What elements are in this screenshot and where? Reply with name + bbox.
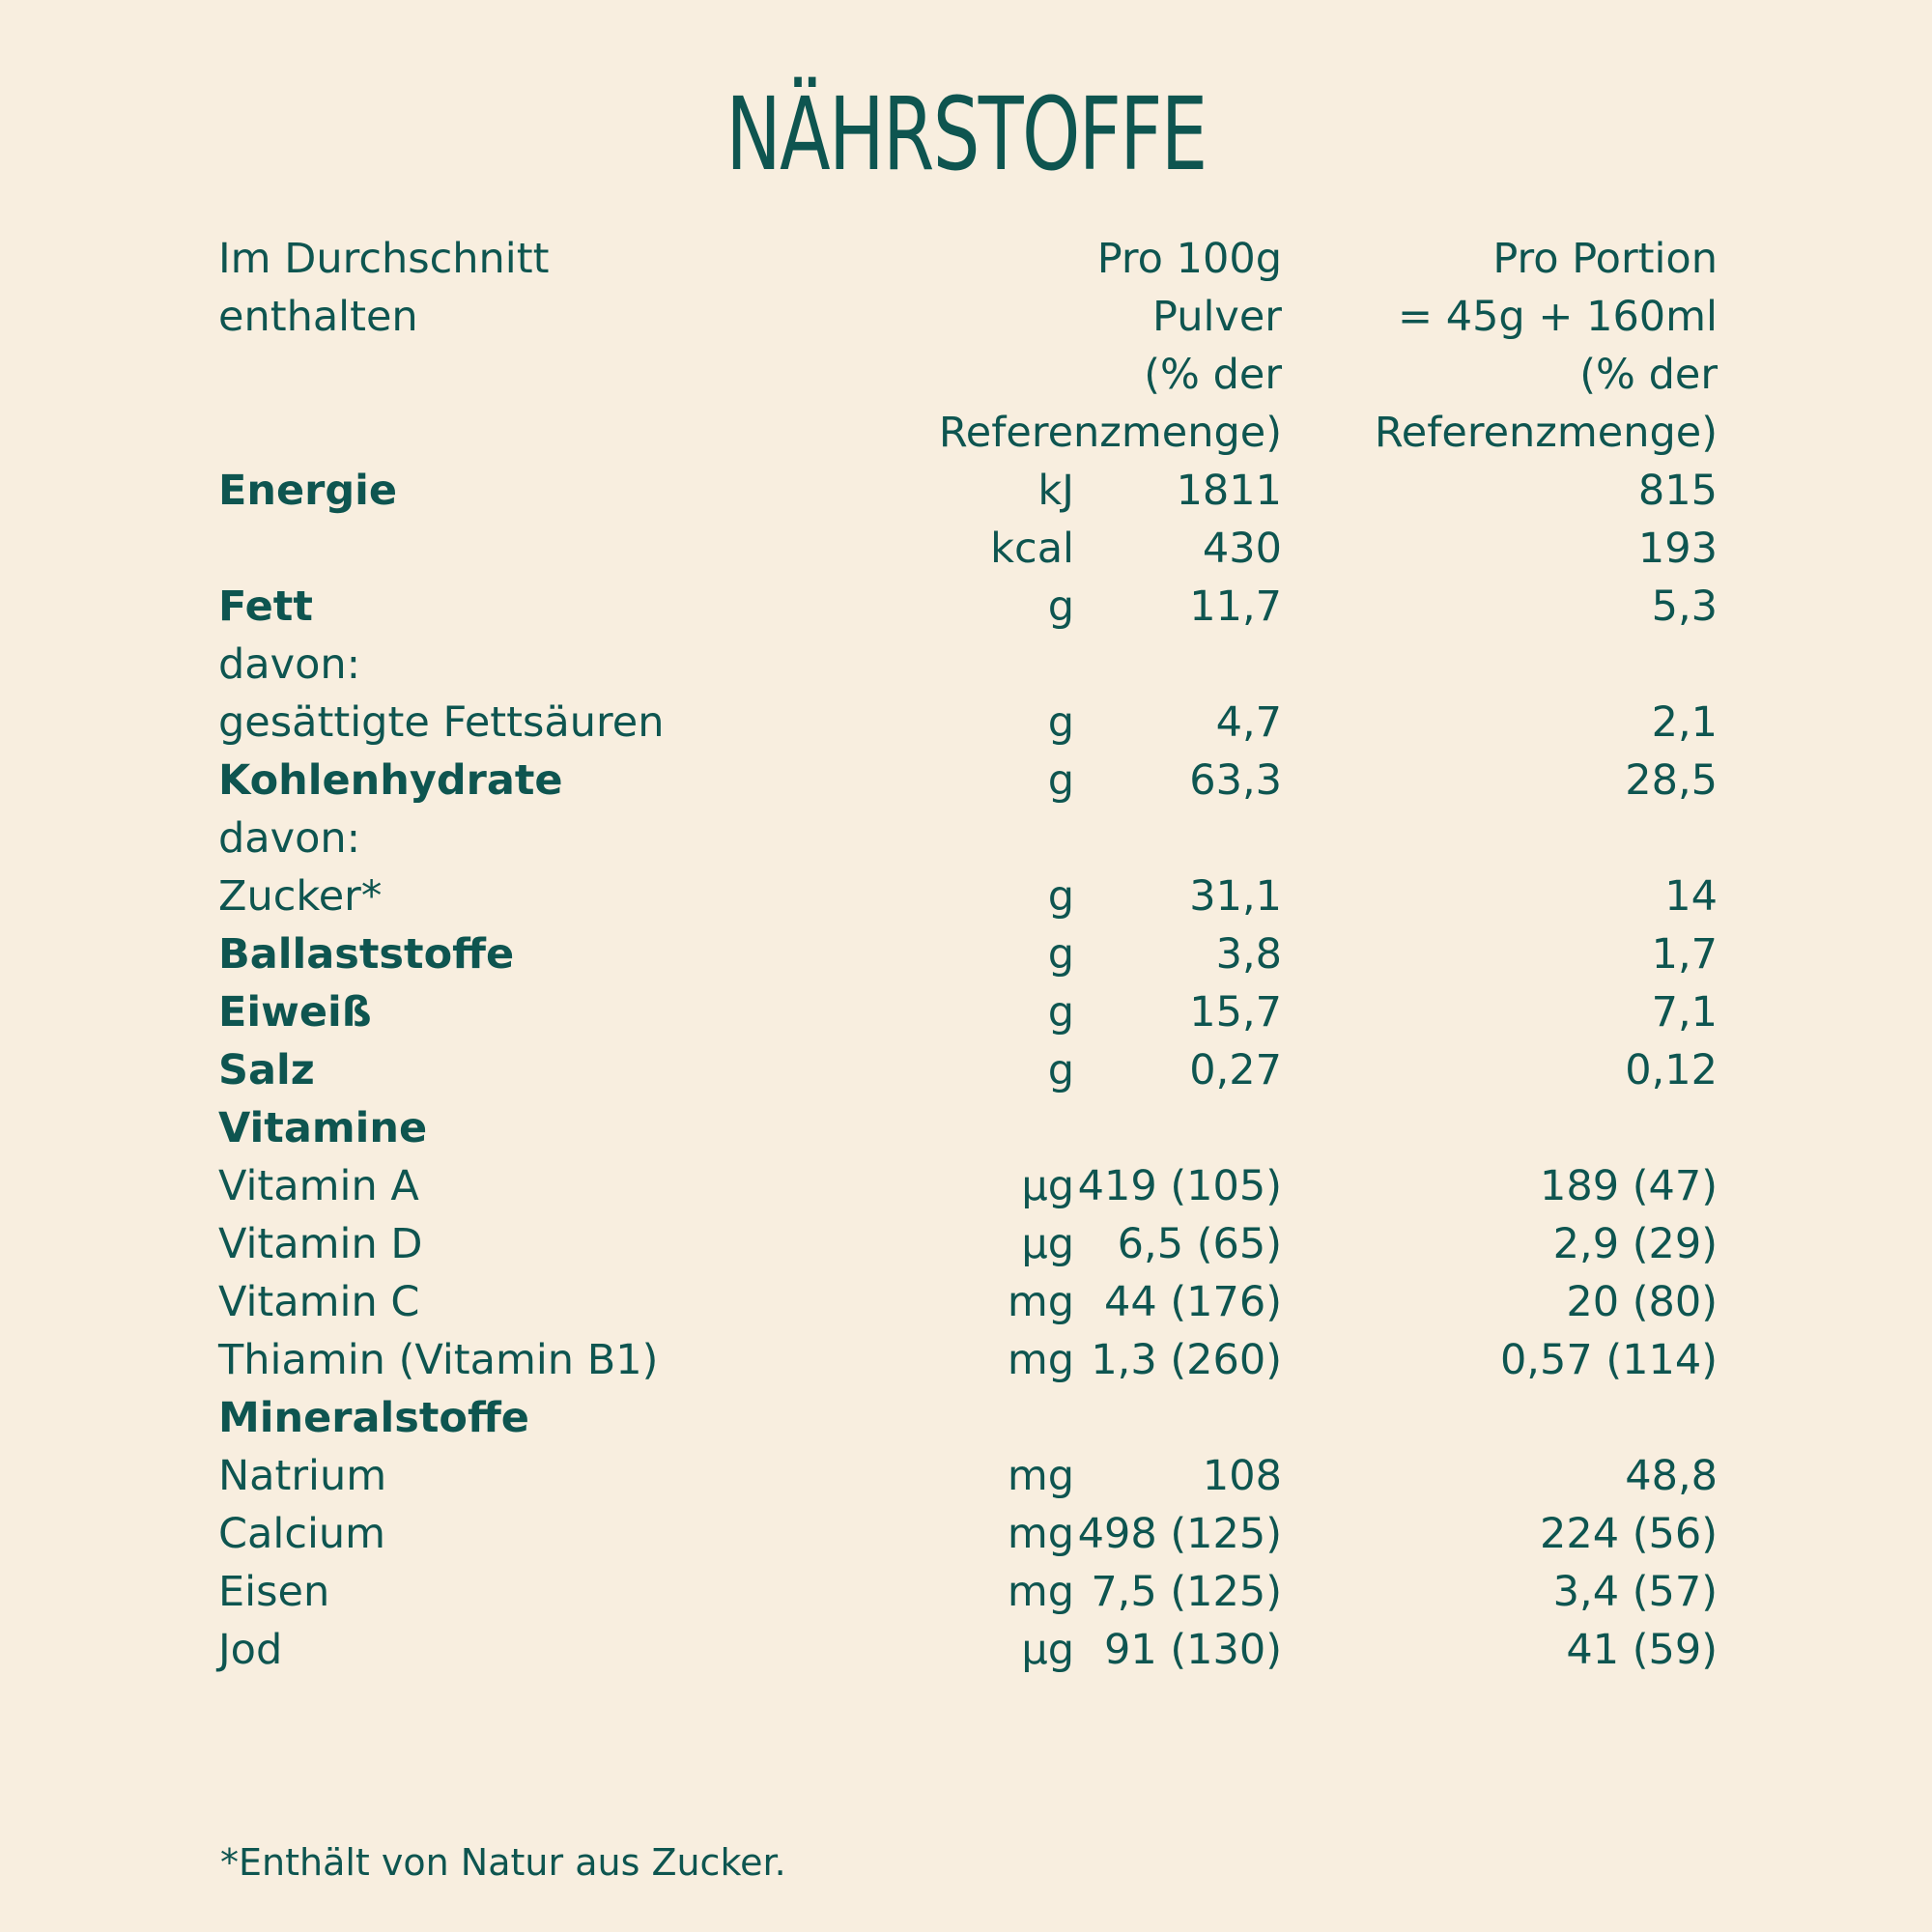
value-per-portion: 28,5 bbox=[1625, 756, 1718, 805]
value-per-portion: 193 bbox=[1637, 525, 1718, 573]
header-line bbox=[218, 346, 1718, 404]
nutrient-name: Vitamin A bbox=[218, 1162, 419, 1210]
nutrient-name: Eiweiß bbox=[218, 988, 372, 1037]
nutrient-unit: g bbox=[1047, 988, 1074, 1037]
table-row bbox=[218, 1099, 1718, 1157]
nutrient-name: Thiamin (Vitamin B1) bbox=[218, 1336, 659, 1384]
table-row bbox=[218, 1273, 1718, 1331]
nutrient-name: gesättigte Fettsäuren bbox=[218, 698, 665, 747]
nutrient-unit: µg bbox=[1021, 1220, 1074, 1268]
nutrient-unit: mg bbox=[1007, 1568, 1074, 1616]
header-name-cell: enthalten bbox=[218, 293, 418, 341]
value-per-portion: 48,8 bbox=[1625, 1452, 1718, 1500]
table-row bbox=[218, 578, 1718, 636]
header-portion-cell: = 45g + 160ml bbox=[1398, 293, 1718, 341]
value-per-portion: 2,9 (29) bbox=[1552, 1220, 1718, 1268]
value-per-portion: 7,1 bbox=[1651, 988, 1718, 1037]
table-row bbox=[218, 1389, 1718, 1447]
value-per-100g: 430 bbox=[1202, 525, 1282, 573]
value-per-100g: 63,3 bbox=[1189, 756, 1282, 805]
table-row bbox=[218, 752, 1718, 810]
table-body bbox=[218, 462, 1718, 1679]
nutrient-name: Kohlenhydrate bbox=[218, 756, 563, 805]
nutrient-name: Jod bbox=[218, 1626, 283, 1674]
nutrition-table bbox=[218, 230, 1718, 1679]
nutrient-unit: µg bbox=[1021, 1626, 1074, 1674]
table-row bbox=[218, 1215, 1718, 1273]
nutrient-name: Fett bbox=[218, 582, 313, 631]
value-per-portion: 1,7 bbox=[1651, 930, 1718, 979]
value-per-100g: 7,5 (125) bbox=[1091, 1568, 1282, 1616]
nutrient-unit: mg bbox=[1007, 1336, 1074, 1384]
value-per-portion: 815 bbox=[1637, 467, 1718, 515]
table-row bbox=[218, 925, 1718, 983]
nutrient-unit: g bbox=[1047, 872, 1074, 921]
value-per-portion: 3,4 (57) bbox=[1552, 1568, 1718, 1616]
value-per-portion: 2,1 bbox=[1651, 698, 1718, 747]
value-per-100g: 4,7 bbox=[1215, 698, 1282, 747]
table-row bbox=[218, 1563, 1718, 1621]
value-per-100g: 1,3 (260) bbox=[1091, 1336, 1282, 1384]
nutrient-name: Vitamin C bbox=[218, 1278, 420, 1326]
header-line bbox=[218, 404, 1718, 462]
header-per100-cell: Referenzmenge) bbox=[938, 409, 1282, 457]
nutrient-unit: mg bbox=[1007, 1510, 1074, 1558]
nutrient-name: Calcium bbox=[218, 1510, 386, 1558]
nutrient-unit: g bbox=[1047, 582, 1074, 631]
table-row bbox=[218, 867, 1718, 925]
nutrient-unit: g bbox=[1047, 698, 1074, 747]
value-per-portion: 189 (47) bbox=[1539, 1162, 1718, 1210]
table-row bbox=[218, 520, 1718, 578]
nutrient-name: Natrium bbox=[218, 1452, 387, 1500]
nutrient-unit: g bbox=[1047, 1046, 1074, 1094]
value-per-100g: 108 bbox=[1202, 1452, 1282, 1500]
value-per-100g: 498 (125) bbox=[1077, 1510, 1282, 1558]
value-per-100g: 15,7 bbox=[1189, 988, 1282, 1037]
nutrient-name: Salz bbox=[218, 1046, 315, 1094]
value-per-100g: 1811 bbox=[1176, 467, 1282, 515]
table-row bbox=[218, 1447, 1718, 1505]
header-per100-cell: Pulver bbox=[1152, 293, 1282, 341]
header-name-cell: Im Durchschnitt bbox=[218, 235, 550, 283]
header-per100-cell: (% der bbox=[1144, 351, 1282, 399]
nutrient-unit: mg bbox=[1007, 1452, 1074, 1500]
table-row bbox=[218, 810, 1718, 867]
value-per-portion: 5,3 bbox=[1651, 582, 1718, 631]
nutrient-name: Energie bbox=[218, 467, 398, 515]
value-per-100g: 44 (176) bbox=[1103, 1278, 1282, 1326]
value-per-100g: 6,5 (65) bbox=[1117, 1220, 1282, 1268]
header-line bbox=[218, 288, 1718, 346]
nutrient-name: davon: bbox=[218, 814, 361, 863]
value-per-portion: 41 (59) bbox=[1566, 1626, 1718, 1674]
value-per-100g: 419 (105) bbox=[1077, 1162, 1282, 1210]
value-per-100g: 91 (130) bbox=[1103, 1626, 1282, 1674]
nutrient-name: davon: bbox=[218, 640, 361, 689]
table-row bbox=[218, 1331, 1718, 1389]
nutrient-name: Eisen bbox=[218, 1568, 330, 1616]
table-row bbox=[218, 1505, 1718, 1563]
value-per-portion: 0,57 (114) bbox=[1499, 1336, 1718, 1384]
nutrient-name: Vitamin D bbox=[218, 1220, 423, 1268]
table-row bbox=[218, 694, 1718, 752]
nutrient-name: Vitamine bbox=[218, 1104, 428, 1152]
header-portion-cell: (% der bbox=[1579, 351, 1718, 399]
header-per100-cell: Pro 100g bbox=[1096, 235, 1282, 283]
value-per-portion: 20 (80) bbox=[1566, 1278, 1718, 1326]
nutrient-name: Mineralstoffe bbox=[218, 1394, 529, 1442]
value-per-portion: 224 (56) bbox=[1539, 1510, 1718, 1558]
table-header bbox=[218, 230, 1718, 462]
nutrient-name: Zucker* bbox=[218, 872, 383, 921]
nutrient-unit: mg bbox=[1007, 1278, 1074, 1326]
table-row bbox=[218, 636, 1718, 694]
table-row bbox=[218, 1041, 1718, 1099]
nutrient-unit: kcal bbox=[990, 525, 1074, 573]
value-per-100g: 31,1 bbox=[1189, 872, 1282, 921]
value-per-portion: 0,12 bbox=[1625, 1046, 1718, 1094]
nutrient-name: Ballaststoffe bbox=[218, 930, 515, 979]
value-per-100g: 3,8 bbox=[1215, 930, 1282, 979]
header-portion-cell: Pro Portion bbox=[1492, 235, 1718, 283]
page-title: NÄHRSTOFFE bbox=[725, 75, 1207, 193]
nutrient-unit: kJ bbox=[1037, 467, 1074, 515]
nutrient-unit: µg bbox=[1021, 1162, 1074, 1210]
table-row bbox=[218, 983, 1718, 1041]
header-line bbox=[218, 230, 1718, 288]
nutrient-unit: g bbox=[1047, 930, 1074, 979]
value-per-portion: 14 bbox=[1664, 872, 1718, 921]
table-row bbox=[218, 462, 1718, 520]
value-per-100g: 11,7 bbox=[1189, 582, 1282, 631]
value-per-100g: 0,27 bbox=[1189, 1046, 1282, 1094]
header-portion-cell: Referenzmenge) bbox=[1374, 409, 1718, 457]
table-row bbox=[218, 1157, 1718, 1215]
footnote: *Enthält von Natur aus Zucker. bbox=[220, 1841, 786, 1884]
table-row bbox=[218, 1621, 1718, 1679]
nutrient-unit: g bbox=[1047, 756, 1074, 805]
